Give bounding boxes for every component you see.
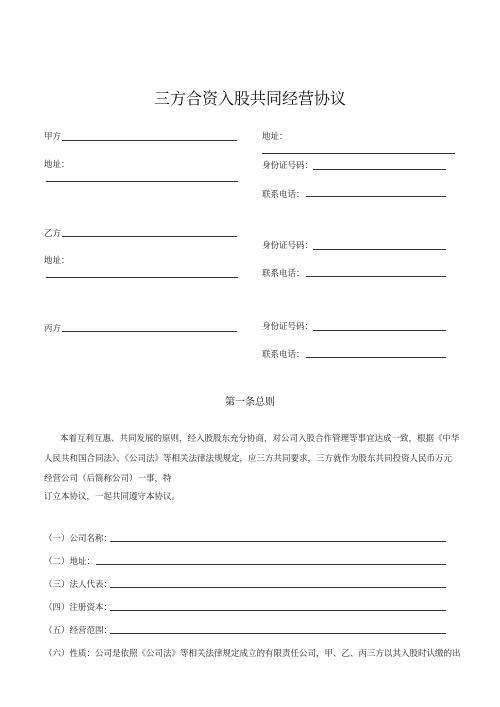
party-a-address-label: 地址： <box>44 160 70 170</box>
item-scope-line[interactable] <box>110 633 446 634</box>
party-b-address-label: 地址： <box>44 256 70 266</box>
party-a-id-line[interactable] <box>313 169 446 170</box>
item-capital-label: （四）注册资本： <box>44 603 113 613</box>
party-b-label: 乙方 <box>44 229 62 239</box>
party-a-label: 甲方 <box>44 132 62 142</box>
paragraph-line-2: 人民共和国合同法》、《公司法》等相关法律法规规定，应三方共同要求，三方就作为股东共同投资人民币万元 <box>44 454 453 464</box>
item-nature-text: （六）性质：公司是依照《公司法》等相关法律规定成立的有限责任公司，甲、乙、丙三方以其入股时认缴的出 <box>44 649 461 659</box>
party-c-line[interactable] <box>62 331 237 332</box>
party-c-id-line[interactable] <box>313 330 446 331</box>
party-a-right-address-label: 地址： <box>262 132 288 142</box>
paragraph-line-4: 订立本协议，一起共同遵守本协议。 <box>44 492 181 502</box>
party-c-phone-line[interactable] <box>306 357 446 358</box>
party-b-phone-line[interactable] <box>306 276 446 277</box>
party-a-phone-line[interactable] <box>306 196 446 197</box>
item-capital-line[interactable] <box>110 610 446 611</box>
party-a-address-line[interactable] <box>46 181 238 182</box>
party-a-line[interactable] <box>62 140 237 141</box>
party-c-label: 丙方 <box>44 324 62 334</box>
item-scope-label: （五）经营范围： <box>44 626 113 636</box>
party-c-phone-label: 联系电话： <box>262 350 305 360</box>
party-b-address-line[interactable] <box>46 277 238 278</box>
party-b-line[interactable] <box>62 236 237 237</box>
item-legal-rep-label: （三）法人代表： <box>44 580 113 590</box>
document-title: 三方合资入股共同经营协议 <box>153 89 346 108</box>
item-company-name-line[interactable] <box>110 541 446 542</box>
paragraph-line-1: 本着互利互惠、共同发展的原则，经入股股东充分协商，对公司入股合作管理等事宜达成一致，根据《中华 <box>60 434 460 444</box>
party-a-phone-label: 联系电话： <box>262 190 305 200</box>
item-address-label: （二）地址： <box>44 557 96 567</box>
party-b-phone-label: 联系电话： <box>262 269 305 279</box>
item-legal-rep-line[interactable] <box>110 587 446 588</box>
party-b-id-label: 身份证号码： <box>262 241 314 251</box>
party-c-id-label: 身份证号码： <box>262 322 314 332</box>
party-b-id-line[interactable] <box>313 249 446 250</box>
item-address-line[interactable] <box>96 564 446 565</box>
item-company-name-label: （一）公司名称： <box>44 534 113 544</box>
party-a-id-label: 身份证号码： <box>262 161 314 171</box>
section-heading: 第一条总则 <box>225 397 275 408</box>
party-a-right-address-line[interactable] <box>262 153 455 154</box>
paragraph-line-3: 经营公司（后简称公司）一事，特 <box>44 474 172 484</box>
